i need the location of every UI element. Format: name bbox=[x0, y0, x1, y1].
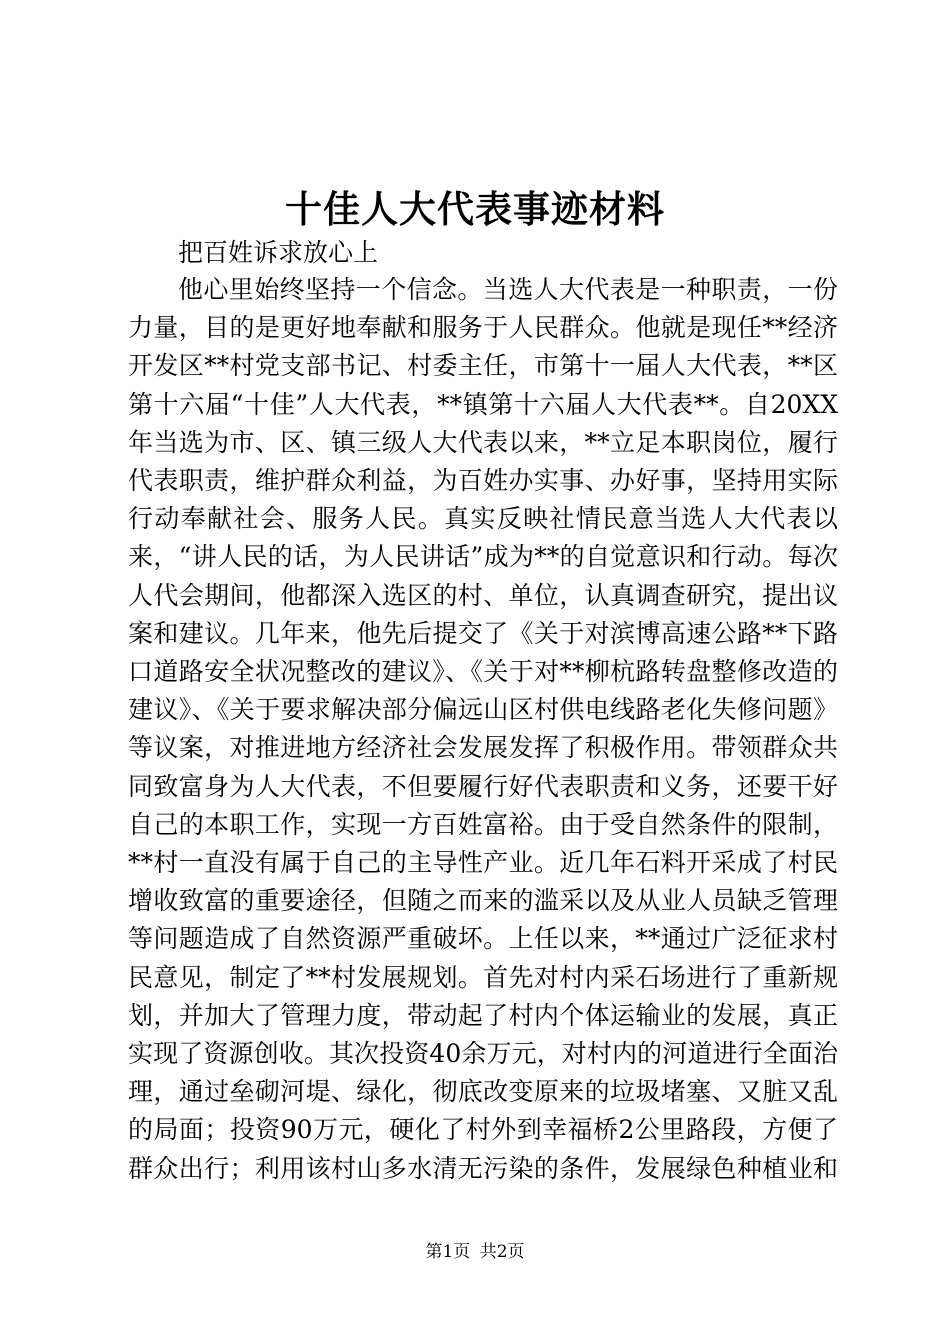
document-title: 十佳人大代表事迹材料 bbox=[285, 187, 665, 231]
page-number-current: 第1页 bbox=[425, 1242, 471, 1262]
document-subtitle: 把百姓诉求放心上 bbox=[178, 238, 379, 267]
document-body-paragraph: 他心里始终坚持一个信念。当选人大代表是一种职责，一份力量，目的是更好地奉献和服务于人民群众。他就是现任**经济开发区**村党支部书记、村委主任，市第十一届人大代表，**区第十六届“十佳”人大代表，**镇第十六届人大代表**。自20XX年当选为市、区、镇三级人大代表以来，**立足本职岗位，履行代表职责，维护群众利益，为百姓办实事、办好事，坚持用实际行动奉献社会、服务人民。真实反映社情民意当选人大代表以来，“讲人民的话，为人民讲话”成为**的自觉意识和行动。每次人代会期间，他都深入选区的村、单位，认真调查研究，提出议案和建议。几年来，他先后提交了《关于对滨博高速公路**下路口道路安全状况整改的建议》、《关于对**柳杭路转盘整修改造的建议》、《关于要求解决部分偏远山区村供电线路老化失修问题》等议案，对推进地方经济社会发展发挥了积极作用。带领群众共同致富身为人大代表，不但要履行好代表职责和义务，还要干好自己的本职工作，实现一方百姓富裕。由于受自然条件的限制，**村一直没有属于自己的主导性产业。近几年石料开采成了村民增收致富的重要途径，但随之而来的滥采以及从业人员缺乏管理等问题造成了自然资源严重破坏。上任以来，**通过广泛征求村民意见，制定了**村发展规划。首先对村内采石场进行了重新规划，并加大了管理力度，带动起了村内个体运输业的发展，真正实现了资源创收。其次投资40余万元，对村内的河道进行全面治理，通过垒砌河堤、绿化，彻底改变原来的垃圾堵塞、又脏又乱的局面；投资90万元，硬化了村外到幸福桥2公里路段，方便了群众出行；利用该村山多水清无污染的条件，发展绿色种植业和 bbox=[128, 275, 838, 1183]
page-number-total: 共2页 bbox=[479, 1242, 525, 1262]
page-footer bbox=[0, 1240, 950, 1264]
